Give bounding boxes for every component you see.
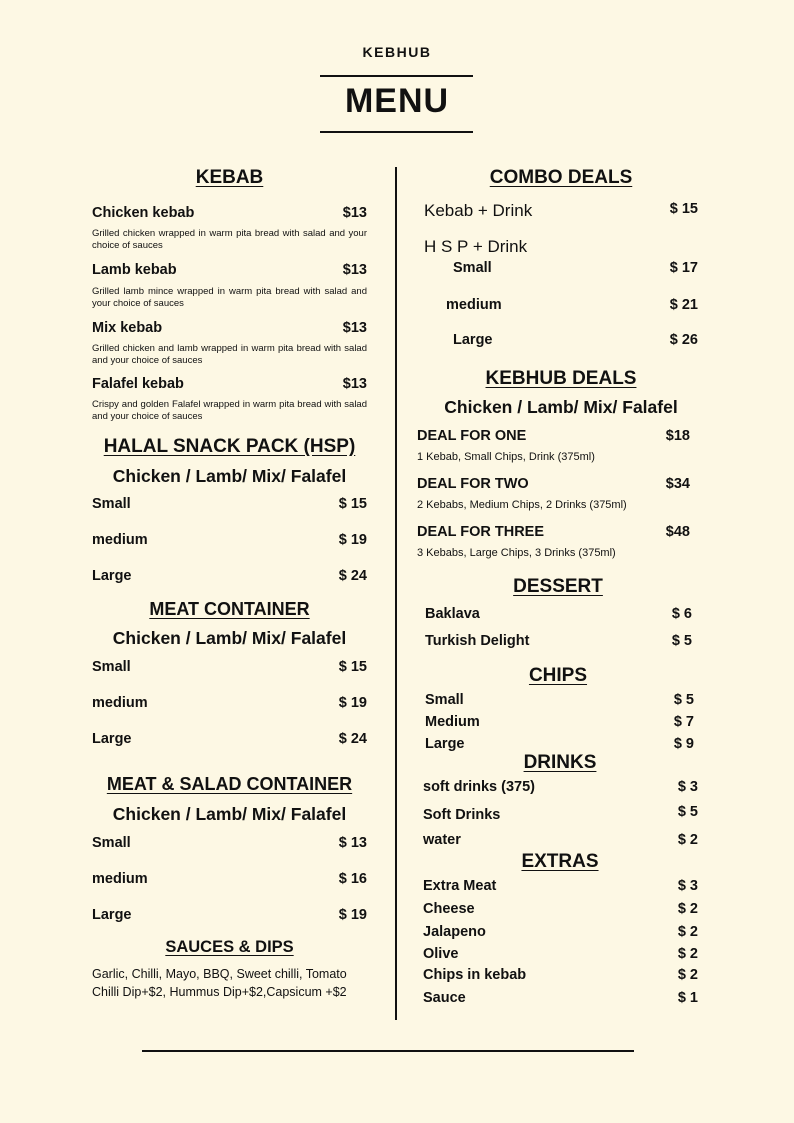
chips-heading: CHIPS (528, 665, 588, 686)
menu-item-price: $ 13 (338, 835, 367, 851)
menu-item-price: $ 16 (338, 871, 367, 887)
menu-item-name: Large (92, 907, 132, 923)
menu-item-name: soft drinks (375) (423, 779, 535, 795)
menu-item-name: water (423, 832, 461, 848)
menu-item-name: Mix kebab (92, 320, 163, 336)
meat-salad-subtitle: Chicken / Lamb/ Mix/ Falafel (112, 804, 347, 824)
menu-item-name: medium (92, 871, 148, 887)
menu-item-name: Extra Meat (423, 878, 497, 894)
menu-item-price: $ 15 (338, 496, 367, 512)
menu-item-price: $13 (342, 320, 367, 336)
menu-item-price: $ 24 (338, 731, 367, 747)
menu-item-price: $ 19 (338, 532, 367, 548)
kebab-heading: KEBAB (195, 167, 264, 188)
menu-item-price: $ 5 (671, 633, 692, 649)
meat-container-heading: MEAT CONTAINER (149, 599, 310, 619)
menu-item-name: medium (446, 297, 502, 313)
deal-price: $34 (665, 476, 690, 492)
menu-item-name: Small (92, 835, 131, 851)
deal-price: $48 (665, 524, 690, 540)
menu-item-name: Small (92, 659, 131, 675)
menu-item-price: $13 (342, 205, 367, 221)
menu-item-price: $ 17 (669, 260, 698, 276)
menu-item-name: Cheese (423, 901, 475, 917)
menu-item-price: $ 9 (673, 736, 694, 752)
deal-name: DEAL FOR ONE (417, 428, 527, 444)
menu-item-price: $ 21 (669, 297, 698, 313)
menu-item-name: Small (453, 260, 492, 276)
dessert-heading: DESSERT (513, 576, 603, 597)
meat-container-subtitle: Chicken / Lamb/ Mix/ Falafel (112, 628, 347, 648)
column-divider (395, 167, 397, 1020)
combo-kebab-drink-price: $ 15 (669, 201, 698, 217)
menu-item-name: Large (425, 736, 465, 752)
menu-item-price: $13 (342, 262, 367, 278)
menu-item-name: Medium (425, 714, 480, 730)
menu-item-name: Soft Drinks (423, 807, 501, 823)
deal-desc: 2 Kebabs, Medium Chips, 2 Drinks (375ml) (417, 499, 627, 511)
extras-heading: EXTRAS (521, 851, 599, 872)
drinks-heading: DRINKS (523, 752, 597, 773)
menu-item-price: $ 3 (677, 779, 698, 795)
menu-item-name: Small (425, 692, 464, 708)
deal-desc: 1 Kebab, Small Chips, Drink (375ml) (417, 451, 595, 463)
deal-desc: 3 Kebabs, Large Chips, 3 Drinks (375ml) (417, 547, 616, 559)
menu-item-name: Chicken kebab (92, 205, 195, 221)
combo-heading: COMBO DEALS (489, 167, 633, 188)
menu-item-price: $ 5 (677, 804, 698, 820)
menu-item-desc: Crispy and golden Falafel wrapped in warm pita bread with salad and your choice of sauces (92, 399, 367, 422)
hsp-subtitle: Chicken / Lamb/ Mix/ Falafel (112, 466, 347, 486)
menu-item-name: Chips in kebab (423, 967, 527, 983)
header-rule-bottom (320, 131, 473, 133)
hsp-heading: HALAL SNACK PACK (HSP) (103, 436, 356, 457)
menu-item-name: Large (92, 568, 132, 584)
menu-item-price: $ 2 (677, 946, 698, 962)
menu-item-price: $ 2 (677, 967, 698, 983)
kebhub-deals-heading: KEBHUB DEALS (485, 368, 637, 389)
header-rule-top (320, 75, 473, 77)
menu-item-name: medium (92, 532, 148, 548)
menu-item-name: Jalapeno (423, 924, 486, 940)
menu-item-price: $ 26 (669, 332, 698, 348)
menu-item-price: $ 19 (338, 695, 367, 711)
kebhub-deals-subtitle: Chicken / Lamb/ Mix/ Falafel (444, 397, 678, 417)
meat-salad-heading: MEAT & SALAD CONTAINER (106, 774, 353, 794)
menu-item-price: $ 19 (338, 907, 367, 923)
deal-name: DEAL FOR THREE (417, 524, 545, 540)
menu-item-price: $ 3 (677, 878, 698, 894)
combo-kebab-drink: Kebab + Drink (424, 201, 533, 220)
menu-item-price: $ 2 (677, 924, 698, 940)
menu-item-name: Small (92, 496, 131, 512)
menu-item-name: Sauce (423, 990, 466, 1006)
menu-item-price: $ 1 (677, 990, 698, 1006)
menu-item-price: $ 2 (677, 901, 698, 917)
menu-item-price: $ 24 (338, 568, 367, 584)
menu-item-name: Large (453, 332, 493, 348)
deal-price: $18 (665, 428, 690, 444)
page-title: MENU (344, 82, 450, 120)
menu-item-desc: Grilled chicken wrapped in warm pita bread with salad and your choice of sauces (92, 228, 367, 251)
menu-item-name: Large (92, 731, 132, 747)
menu-item-price: $13 (342, 376, 367, 392)
menu-item-name: Baklava (425, 606, 480, 622)
menu-item-name: Falafel kebab (92, 376, 184, 392)
sauces-heading: SAUCES & DIPS (165, 938, 294, 956)
sauces-line-1: Garlic, Chilli, Mayo, BBQ, Sweet chilli, Tomato (92, 967, 347, 981)
menu-item-price: $ 5 (673, 692, 694, 708)
footer-rule (142, 1050, 634, 1052)
menu-item-price: $ 6 (671, 606, 692, 622)
menu-item-price: $ 2 (677, 832, 698, 848)
menu-item-price: $ 15 (338, 659, 367, 675)
menu-item-desc: Grilled chicken and lamb wrapped in warm pita bread with salad and your choice of sauces (92, 343, 367, 366)
brand-name: KEBHUB (362, 44, 432, 60)
menu-item-name: Turkish Delight (425, 633, 530, 649)
sauces-line-2: Chilli Dip+$2, Hummus Dip+$2,Capsicum +$2 (92, 985, 347, 999)
menu-item-name: medium (92, 695, 148, 711)
combo-hsp-drink: H S P + Drink (424, 237, 528, 256)
menu-item-name: Olive (423, 946, 459, 962)
menu-item-price: $ 7 (673, 714, 694, 730)
deal-name: DEAL FOR TWO (417, 476, 529, 492)
menu-item-name: Lamb kebab (92, 262, 177, 278)
menu-item-desc: Grilled lamb mince wrapped in warm pita bread with salad and your choice of sauces (92, 286, 367, 309)
